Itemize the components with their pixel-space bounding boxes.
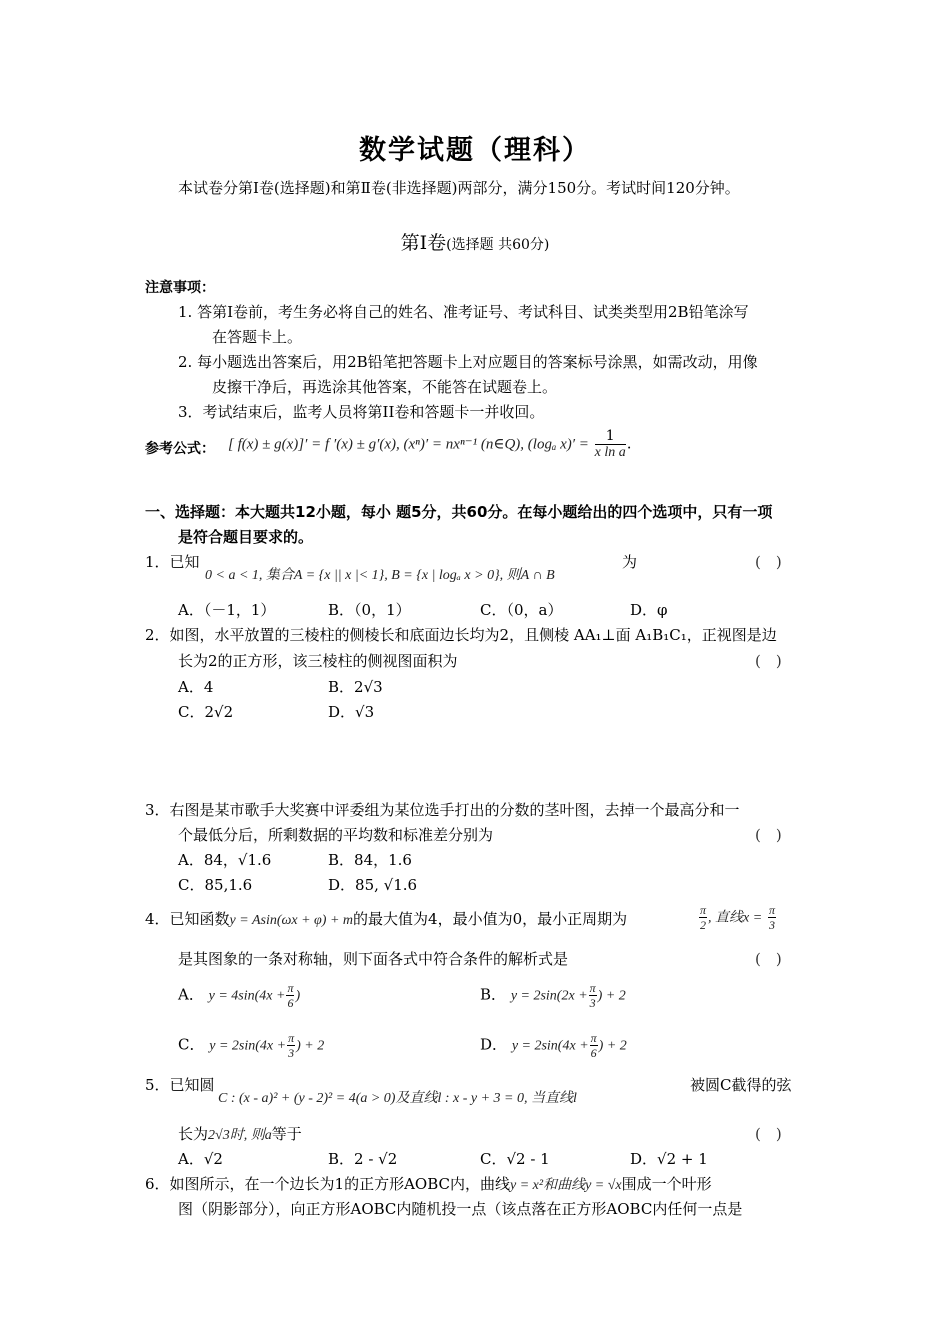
- juan-label: 第Ⅰ卷: [400, 232, 447, 254]
- q4-label: 4．已知函数: [145, 910, 230, 928]
- note-item: 3．考试结束后，监考人员将第II卷和答题卡一并收回。: [178, 403, 545, 421]
- q5-line2-math: 2√3时, 则a: [208, 1128, 272, 1143]
- note-item: 在答题卡上。: [212, 328, 303, 346]
- q5-line2-pre: 长为: [178, 1125, 209, 1143]
- section-heading: [0, 228, 950, 255]
- q4-mid: 的最大值为4，最小值为0，最小正周期为: [353, 910, 628, 928]
- q1-option-d: D．φ: [630, 601, 668, 619]
- answer-bracket: ( ): [755, 950, 782, 968]
- q6-stem-cont: 图（阴影部分），向正方形AOBC内随机投一点（该点落在正方形AOBC内任何一点是: [178, 1200, 743, 1218]
- q6-math: y = x²和曲线y = √x: [510, 1178, 622, 1193]
- q3-option-d: D．85, √1.6: [328, 876, 418, 894]
- q5-option-b: B．2 - √2: [328, 1150, 398, 1168]
- q6-tail: 围成一个叶形: [621, 1175, 712, 1193]
- q5-option-d: D．√2 + 1: [630, 1150, 708, 1168]
- q4-option-d-label: D．: [480, 1035, 508, 1054]
- q5-tail: 被圆C截得的弦: [690, 1076, 792, 1094]
- q2-stem: 2．如图，水平放置的三棱柱的侧棱长和底面边长均为2，且侧棱 AA₁⊥面 A₁B₁C₁，正视图是边: [145, 626, 777, 644]
- formula-label: 参考公式：: [145, 441, 215, 457]
- intro-text: 本试卷分第Ⅰ卷(选择题)和第Ⅱ卷(非选择题)两部分，满分150分。考试时间120分钟。: [178, 179, 740, 197]
- q4-option-d: [480, 1031, 627, 1060]
- page-title: 数学试题（理科）: [359, 135, 591, 166]
- note-item: 1. 答第I卷前，考生务必将自己的姓名、准考证号、考试科目、试类类型用2B铅笔涂写: [178, 303, 749, 321]
- q4-option-d-fraction: [590, 1031, 598, 1060]
- q3-stem-cont: 个最低分后，所剩数据的平均数和标准差分别为: [178, 826, 494, 844]
- q4-option-a-post: ): [295, 988, 301, 1004]
- q4-option-c-den: 3: [288, 1046, 295, 1060]
- q4-period-den: 2: [700, 918, 706, 932]
- q4-option-c-label: C．: [178, 1035, 205, 1054]
- q5-math: C : (x - a)² + (y - 2)² = 4(a > 0)及直线l : x - y + 3 = 0, 当直线l: [218, 1091, 577, 1106]
- q4-option-d-post: ) + 2: [598, 1038, 627, 1054]
- answer-bracket: ( ): [755, 1125, 782, 1143]
- notes-heading: 注意事项：: [145, 280, 215, 296]
- q4-option-b-post: ) + 2: [597, 988, 626, 1004]
- q4-option-b-fraction: [589, 981, 597, 1010]
- q4-option-b-den: 3: [589, 996, 596, 1010]
- q4-axis-fraction: [768, 903, 776, 932]
- q4-option-a-den: 6: [287, 996, 294, 1010]
- q4-period: [698, 903, 777, 932]
- q1-label: 1．已知: [145, 553, 200, 571]
- q3-option-a: A．84，√1.6: [178, 851, 272, 869]
- q4-stem-cont: 是其图象的一条对称轴，则下面各式中符合条件的解析式是: [178, 950, 569, 968]
- q4-option-b: [480, 981, 626, 1010]
- formula-expr: [ f(x) ± g(x)]′ = f ′(x) ± g′(x), (xⁿ)′ = nxⁿ⁻¹ (n∈Q), (logₐ x)′ =: [228, 436, 589, 453]
- q3-stem: 3．右图是某市歌手大奖赛中评委组为某位选手打出的分数的茎叶图，去掉一个最高分和一: [145, 801, 740, 819]
- q4-option-c: [178, 1031, 324, 1060]
- q5-option-c: C．√2 - 1: [480, 1150, 550, 1168]
- formula-fraction: [595, 428, 626, 461]
- q4-option-c-pre: y = 2sin(4x +: [209, 1038, 287, 1054]
- q1-tail: 为: [622, 553, 638, 571]
- formula-den: x ln a: [594, 445, 626, 460]
- q1-option-b: B．（0，1）: [328, 601, 411, 619]
- q5-label: 5．已知圆: [145, 1076, 215, 1094]
- q4-line-text: , 直线x =: [708, 910, 763, 926]
- q4-option-c-num: π: [288, 1031, 295, 1045]
- q4-option-a-label: A．: [178, 985, 204, 1004]
- q4-option-b-pre: y = 2sin(2x +: [510, 988, 588, 1004]
- reference-formula: [228, 428, 632, 461]
- q2-option-b: B．2√3: [328, 678, 383, 696]
- q5-stem-cont: [178, 1123, 302, 1144]
- juan-sub: (选择题 共60分): [446, 237, 550, 253]
- section-one-subtitle: 是符合题目要求的。: [178, 528, 314, 546]
- q6-pre: 6．如图所示，在一个边长为1的正方形AOBC内，曲线: [145, 1175, 510, 1193]
- section-one-title: 一、选择题：本大题共12小题，每小 题5分，共60分。在每小题给出的四个选项中，只有一项: [145, 503, 773, 521]
- q4-option-c-fraction: [287, 1031, 295, 1060]
- q1-option-c: C．（0，a）: [480, 601, 563, 619]
- q2-option-d: D．√3: [328, 703, 375, 721]
- q2-option-a: A．4: [178, 678, 214, 696]
- q1-stem: [145, 551, 200, 572]
- q6-stem: [145, 1173, 712, 1194]
- q2-option-c: C．2√2: [178, 703, 234, 721]
- q2-stem-cont: 长为2的正方形，该三棱柱的侧视图面积为: [178, 652, 458, 670]
- note-item: 皮擦干净后，再选涂其他答案，不能答在试题卷上。: [212, 378, 558, 396]
- q4-option-a-pre: y = 4sin(4x +: [208, 988, 286, 1004]
- q4-option-d-num: π: [590, 1031, 597, 1045]
- q5-line2-post: 等于: [271, 1125, 302, 1143]
- q4-function: y = Asin(ωx + φ) + m: [229, 913, 354, 928]
- q4-option-b-num: π: [589, 981, 596, 995]
- note-item: 2. 每小题选出答案后，用2B铅笔把答题卡上对应题目的答案标号涂黑，如需改动，用像: [178, 353, 758, 371]
- q4-option-d-pre: y = 2sin(4x +: [511, 1038, 589, 1054]
- q4-stem: [145, 910, 627, 930]
- q4-option-c-post: ) + 2: [296, 1038, 325, 1054]
- answer-bracket: ( ): [755, 553, 782, 571]
- q4-option-a: [178, 981, 300, 1010]
- q4-option-a-fraction: [286, 981, 294, 1010]
- q4-option-a-num: π: [287, 981, 294, 995]
- answer-bracket: ( ): [755, 826, 782, 844]
- q4-axis-den: 3: [768, 918, 775, 932]
- answer-bracket: ( ): [755, 652, 782, 670]
- q5-option-a: A．√2: [178, 1150, 223, 1168]
- q4-period-fraction: [699, 903, 707, 932]
- formula-num: 1: [595, 428, 626, 445]
- q4-period-num: π: [700, 903, 707, 917]
- q4-option-d-den: 6: [590, 1046, 597, 1060]
- q3-option-b: B．84，1.6: [328, 851, 412, 869]
- q1-option-a: A．（－1，1）: [178, 601, 276, 619]
- formula-end: .: [626, 434, 632, 453]
- q4-axis-num: π: [768, 903, 775, 917]
- q4-option-b-label: B．: [480, 985, 507, 1004]
- q1-math: 0 < a < 1, 集合A = {x || x |< 1}, B = {x | logₐ x > 0}, 则A ∩ B: [205, 568, 555, 583]
- q3-option-c: C．85,1.6: [178, 876, 253, 894]
